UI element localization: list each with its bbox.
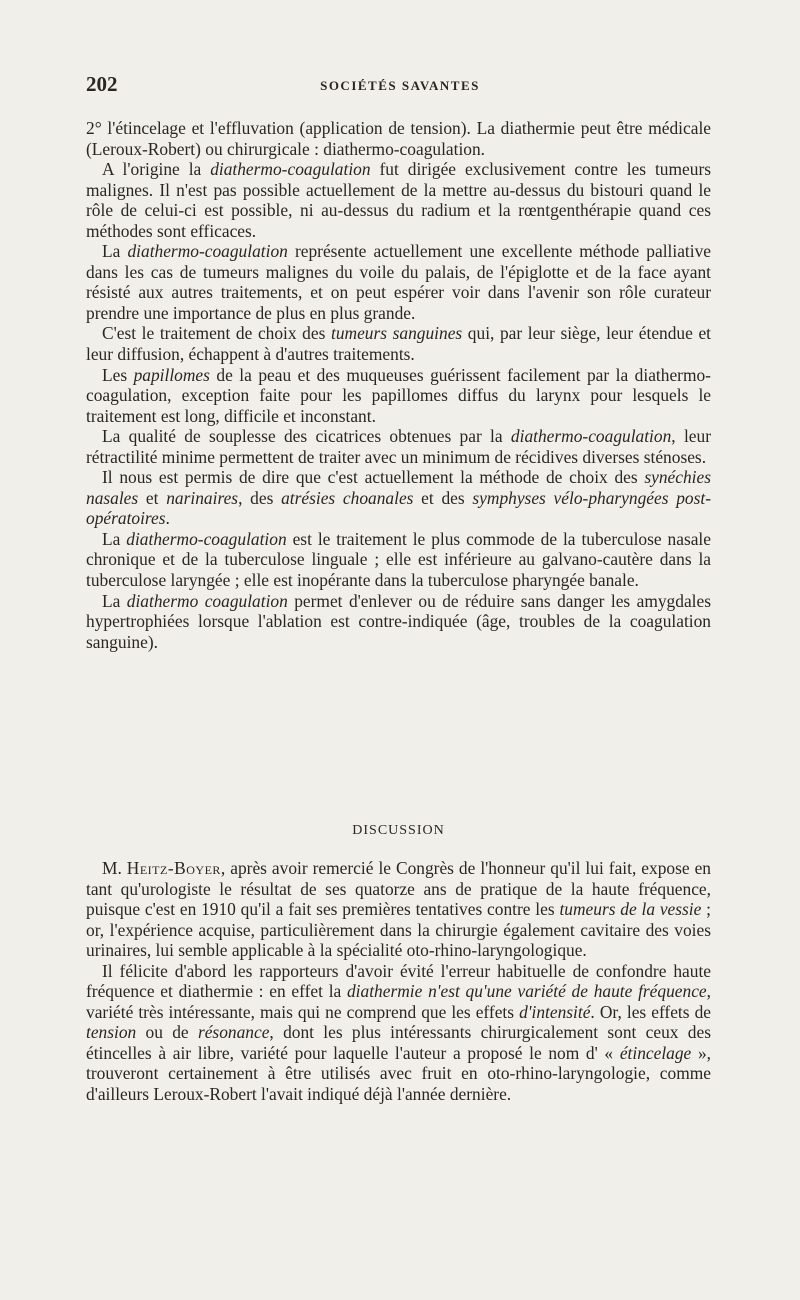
page-number: 202: [86, 72, 118, 96]
section-heading-discussion: DISCUSSION: [352, 823, 445, 838]
paragraph-tumeurs-sanguines: C'est le traitement de choix des tumeurs sanguines qui, par leur siège, leur étendue et leur diffusion, échappent à d'autres traitements.: [86, 323, 712, 365]
report-body: [86, 118, 711, 652]
paragraph-amygdales: La diathermo coagulation permet d'enlever ou de réduire sans danger les amygdales hypertrophiées lorsque l'ablation est contre-indiquée (âge, troubles de la coagulation sanguine).: [86, 590, 711, 652]
paragraph-origin: A l'origine la diathermo-coagulation fut dirigée exclusivement contre les tumeurs malignes. Il n'est pas possible actuellement de la mettre au-dessus du bistouri quand le rôle de celui-ci est possible, ni au-dessus du radium et la rœntgenthérapie quand ces méthodes sont efficaces.: [86, 159, 712, 241]
discussion-body: [86, 858, 711, 1105]
paragraph-papillomes: Les papillomes de la peau et des muqueuses guérissent facilement par la diathermo-coagulation, exception faite pour les papillomes diffus du larynx pour lesquels le traitement est long, difficile et inconstant.: [86, 364, 711, 426]
paragraph-synechies: Il nous est permis de dire que c'est actuellement la méthode de choix des synéchies nasales et narinaires, des atrésies choanales et des symphyses vélo-pharyngées post-opératoires.: [86, 467, 712, 529]
paragraph-tuberculose: La diathermo-coagulation est le traitement le plus commode de la tuberculose nasale chronique et de la tuberculose linguale ; elle est inférieure au galvano-cautère dans la tuberculose laryngée ; elle est inopérante dans la tuberculose pharyngée banale.: [86, 528, 711, 591]
page-header: [86, 72, 714, 102]
paragraph-etincelage: 2° l'étincelage et l'effluvation (application de tension). La diathermie peut être médicale (Leroux-Robert) ou chirurgicale : diathermo-coagulation.: [86, 118, 711, 159]
paragraph-felicitations: Il félicite d'abord les rapporteurs d'avoir évité l'erreur habituelle de confondre haute fréquence et diathermie : en effet la diathermie n'est qu'une variété de haute fréquence, variété très intéressante, mais qui ne comprend que les effets d'intensité. Or, les effets de tension ou de résonance, dont les plus intéressants chirurgicalement sont ceux des étincelles à air libre, variété pour laquelle l'auteur a proposé le nom d' « étincelage », trouveront certainement à être utilisés avec fruit en oto-rhino-laryngologie, comme d'ailleurs Leroux-Robert l'avait indiqué déjà l'année dernière.: [86, 960, 711, 1105]
paragraph-palliative: La diathermo-coagulation représente actuellement une excellente méthode palliative dans les cas de tumeurs malignes du voile du palais, de l'épiglotte et de la face ayant résisté aux autres traitements, et on peut espérer voir dans l'avenir son rôle curateur prendre une importance de plus en plus grande.: [86, 241, 711, 323]
speaker-name: Heitz-Boyer: [126, 858, 221, 878]
paragraph-heitz-boyer: M. Heitz-Boyer, après avoir remercié le Congrès de l'honneur qu'il lui fait, expose en tant qu'urologiste le résultat de ses quatorze ans de pratique de la haute fréquence, puisque c'est en 1910 qu'il a fait ses premières tentatives contre les tumeurs de la vessie ; or, l'expérience acquise, particulièrement dans la chirurgie également cavitaire des voies urinaires, lui semble applicable à la spécialité oto-rhino-laryngologique.: [86, 858, 711, 961]
running-head: SOCIÉTÉS SAVANTES: [320, 78, 480, 93]
paragraph-cicatrices: La qualité de souplesse des cicatrices obtenues par la diathermo-coagulation, leur rétractilité minime permettent de traiter avec un minimum de récidives diverses sténoses.: [86, 426, 711, 467]
